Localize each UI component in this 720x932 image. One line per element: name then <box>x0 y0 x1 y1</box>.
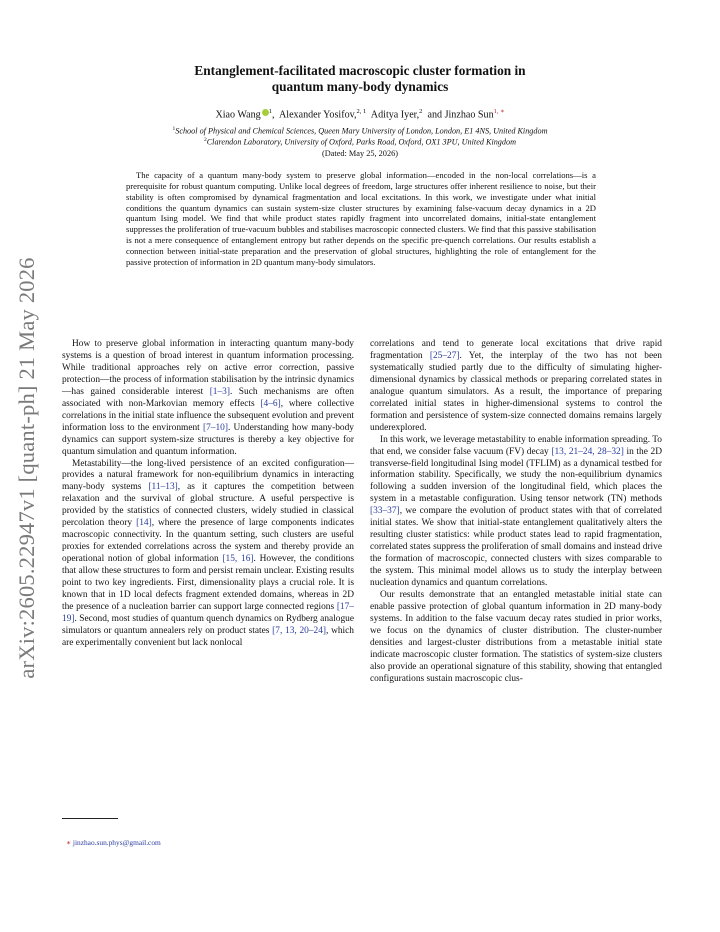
body-text: Metastability—the long-lived persistence of an excited configuration—provides a natural framework for non-equilibrium dynamics in interacting many-body systems <box>62 458 354 493</box>
footnote <box>66 838 161 847</box>
abstract: The capacity of a quantum many-body system to preserve global information—encoded in the non-local correlations—is a prerequisite for robust quantum computing. Unlike local degrees of freedom, large structures offer inherent resilience to noise, but their stability is often compromised by dynamical fragmentation and local excitations. In this work, we investigate under what initial conditions the quantum dynamics can sustain system-size cluster structures by examining false-vacuum decay dynamics in a 2D quantum Ising model. We find that while product states rapidly fragment into uncorrelated domains, initial-state entanglement suppresses the proliferation of true-vacuum bubbles and stabilises macroscopic connected clusters. We find that this passive stabilisation is not a mere consequence of entanglement entropy but rather depends on the specific pre-quench correlations. Our results establish a connection between initial-state preparation and the preservation of global structures, highlighting the role of entanglement for the passive protection of information in 2D quantum many-body simulators. <box>126 170 596 267</box>
citation-link[interactable]: [7, 13, 20–24] <box>272 625 327 636</box>
citation-link[interactable]: [17–19] <box>62 601 354 624</box>
author-name: Aditya Iyer, <box>370 109 420 121</box>
arxiv-identifier[interactable]: arXiv:2605.22947v1 [quant-ph] 21 May 2026 <box>14 257 39 679</box>
citation-link[interactable]: [7–10] <box>203 422 228 433</box>
paragraph <box>370 435 662 590</box>
author-name: Xiao Wang <box>215 109 261 121</box>
paper-title <box>110 63 610 95</box>
body-text: . Yet, the interplay of the two has not been systematically studied partly due to the difficulty of simulating higher-dimensional dynamics by classical methods or preparing correlated states in analogue quantum simulators. As a result, the importance of preparing correlated initial states in higher-dimensional systems to control the formation and persistence of system-size connected domains remains largely underexplored. <box>370 350 662 433</box>
body-column-right <box>370 339 662 686</box>
citation-link[interactable]: [4–6] <box>260 398 281 409</box>
title-line-2: quantum many-body dynamics <box>271 78 449 94</box>
corresponding-author-mark[interactable]: 1, ∗ <box>493 108 505 115</box>
paragraph <box>62 459 354 650</box>
body-text: , where the presence of large components indicates macroscopic connectivity. In the quantum setting, such clusters are useful proxies for extended correlations across the system and thereby provide an operational notion of global information <box>62 518 354 565</box>
citation-link[interactable]: [33–37] <box>370 506 400 517</box>
body-text: , where collective correlations in the initial state influence the subsequent evolution and prevent information loss to the environment <box>62 398 354 433</box>
author-list: Xiao Wang $^1$, Alexander Yosifov,$^{2, 1}$ Aditya Iyer,$^2$ and Jinzhao Sun$^{1, ∗}$ <box>215 108 505 121</box>
body-text: In this work, we leverage metastability to enable information spreading. To that end, we consider false vacuum (FV) decay <box>370 434 662 457</box>
body-text: . Understanding how many-body dynamics can support system-size structures is thereby a key objective for quantum simulation and quantum information. <box>62 422 354 457</box>
citation-link[interactable]: [1–3] <box>209 386 230 397</box>
author-affiliation-mark: 2 <box>419 108 423 115</box>
body-text: . Second, most studies of quantum quench dynamics on Rydberg analogue simulators or quantum annealers rely on product states <box>62 613 354 636</box>
body-column-left <box>62 339 354 650</box>
citation-link[interactable]: [25–27] <box>429 350 460 361</box>
body-text: correlations and tend to generate local excitations that drive rapid fragmentation <box>370 339 662 361</box>
citation-link[interactable]: [15, 16] <box>222 554 254 565</box>
body-text: in the 2D transverse-field longitudinal Ising model (TFLIM) as a dynamical testbed for information stability. Specifically, we study the non-equilibrium dynamics following a sudden inversion of the longitudinal field, which places the system in a metastable configuration. Using tensor network (TN) methods <box>370 446 662 505</box>
body-text: . However, the conditions that allow these structures to form and persist remain unclear. Existing results point to two key ingredients. First, dimensionality plays a crucial role. It is known that in 1D local defects fragment extended domains, whereas in 2D the presence of a nucleation barrier can support large connected regions <box>62 554 355 612</box>
paragraph <box>62 339 354 459</box>
paragraph <box>370 590 662 686</box>
affiliation-2 <box>60 135 660 148</box>
orcid-icon[interactable] <box>262 109 269 116</box>
author-name: and Jinzhao Sun <box>427 109 494 121</box>
author-affiliation-mark: 2, 1 <box>356 108 367 115</box>
body-text: , as it captures the competition between relaxation and the survival of global structure. A useful perspective is provided by the statistics of connected clusters, widely studied in classical percolation theory <box>62 482 354 529</box>
affiliation-number: 1 <box>172 126 176 132</box>
citation-link[interactable]: [11–13] <box>148 482 178 493</box>
body-text: , we compare the evolution of product states with that of correlated initial states. We show that initial-state entanglement qualitatively alters the resulting cluster statistics: while product states lead to rapid fragmentation, correlated states suppress the proliferation of small domains and instead drive the formation of macroscopic, connected clusters with sizes comparable to the system. This minimal model allows us to study the interplay between nucleation dynamics and quantum correlations. <box>370 506 662 589</box>
body-text: , which are experimentally convenient but lack nonlocal <box>62 625 354 648</box>
author-name: Alexander Yosifov, <box>278 109 357 121</box>
affiliation-text: Clarendon Laboratory, University of Oxford, Parks Road, Oxford, OX1 3PU, United Kingdom <box>206 137 517 147</box>
author-affiliation-mark: 1 <box>268 108 272 115</box>
body-text: . Such mechanisms are often associated with non-Markovian memory effects <box>62 386 354 409</box>
affiliation-text: School of Physical and Chemical Sciences, Queen Mary University of London, London, E1 4NS, United Kingdom <box>175 126 548 136</box>
date-line: (Dated: May 25, 2026) <box>321 149 399 158</box>
corresponding-email-link[interactable]: jinzhao.sun.phys@gmail.com <box>72 838 161 847</box>
arxiv-identifier-stamp <box>12 257 42 679</box>
footnote-rule <box>62 818 118 819</box>
title-line-1: Entanglement-facilitated macroscopic cluster formation in <box>194 63 526 78</box>
citation-link[interactable]: [13, 21–24, 28–32] <box>551 446 624 457</box>
body-text: How to preserve global information in interacting quantum many-body systems is a question of broad interest in quantum information processing. While traditional approaches rely on active error correction, passive protection—the process of information stabilisation by the intrinsic dynamics—has gained considerable interest <box>62 339 354 397</box>
footnote-mark: ∗ <box>66 838 72 847</box>
affiliation-number: 2 <box>203 137 207 143</box>
paragraph <box>370 339 662 435</box>
body-text: Our results demonstrate that an entangled metastable initial state can enable passive protection of global quantum information in 2D many-body systems. In addition to the false vacuum decay rates studied in prior works, we focus on the dynamics of cluster distribution. The cluster-number densities and largest-cluster distributions from a metastable initial state indicate macroscopic cluster formation. The statistics of system-size clusters also provide an operational signature of this stability, showing that entangled configurations sustain macroscopic clus- <box>370 590 662 684</box>
citation-link[interactable]: [14] <box>136 518 152 529</box>
